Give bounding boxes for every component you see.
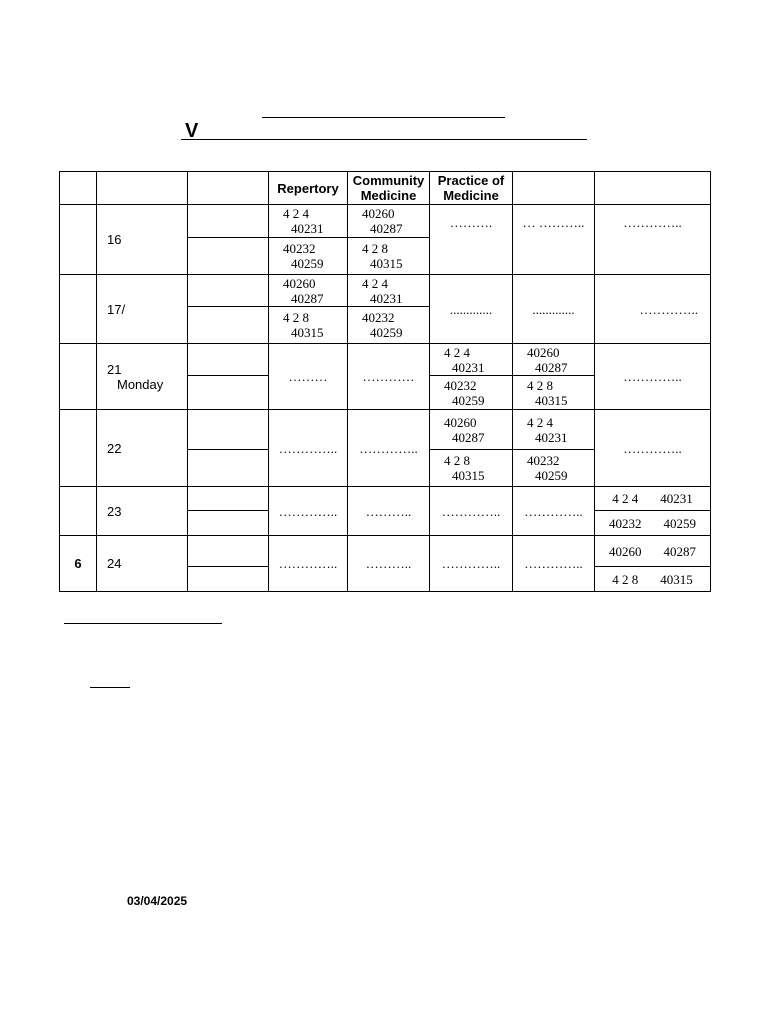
code-line: 4 2 8 <box>283 310 309 325</box>
code-value: 40260 <box>609 543 642 559</box>
code-line: 40260 <box>444 414 477 430</box>
col6-placeholder: … ……….. <box>513 205 595 275</box>
row-serial <box>60 410 97 487</box>
practice-placeholder: ………….. <box>430 487 513 536</box>
row-serial <box>60 344 97 410</box>
repertory-placeholder: ……… <box>269 344 348 410</box>
practice-codes-b <box>430 376 513 410</box>
session-cell <box>188 511 269 536</box>
code-value: 40259 <box>663 515 696 531</box>
community-codes-b <box>348 238 430 275</box>
col-header-repertory: Repertory <box>269 172 348 205</box>
code-line: 4 2 4 <box>527 414 553 430</box>
col-header-7 <box>595 172 711 205</box>
session-cell <box>188 275 269 307</box>
code-line: 40315 <box>452 468 485 483</box>
col-header-session <box>188 172 269 205</box>
code-line: 40232 <box>283 241 316 256</box>
session-cell <box>188 344 269 376</box>
col-header-day <box>97 172 188 205</box>
row-date <box>97 275 188 344</box>
col-header-6 <box>513 172 595 205</box>
code-line: 40259 <box>370 325 403 340</box>
col7-codes-a <box>595 536 711 567</box>
repertory-codes-a <box>269 275 348 307</box>
practice-codes-a <box>430 410 513 450</box>
session-cell <box>188 307 269 344</box>
practice-placeholder: ………….. <box>430 536 513 592</box>
col6-codes-a <box>513 344 595 376</box>
code-value: 4 2 4 <box>612 491 639 506</box>
col7-codes-a <box>595 487 711 511</box>
session-cell <box>188 487 269 511</box>
community-placeholder: ……….. <box>348 536 430 592</box>
session-cell <box>188 205 269 238</box>
code-line: 40232 <box>362 310 395 325</box>
repertory-placeholder: ………….. <box>269 536 348 592</box>
row-date <box>97 487 188 536</box>
col6-codes-a <box>513 410 595 450</box>
code-line: 40231 <box>452 359 485 375</box>
code-value: 40232 <box>609 515 642 531</box>
row-date-label: 24 <box>107 556 122 571</box>
repertory-placeholder: ………….. <box>269 410 348 487</box>
code-line: 40287 <box>535 359 568 375</box>
code-value: 40287 <box>663 543 696 559</box>
row-date-label: 16 <box>107 232 122 247</box>
row-weekday-label: Monday <box>117 376 164 392</box>
row-date <box>97 344 188 410</box>
col-header-sno <box>60 172 97 205</box>
table-row <box>60 205 711 238</box>
col-header-community-medicine: Community Medicine <box>348 172 430 205</box>
code-line: 40232 <box>444 377 477 393</box>
table-row <box>60 536 711 567</box>
code-value: 4 2 8 <box>612 571 639 587</box>
code-line: 40260 <box>362 206 395 221</box>
practice-codes-b <box>430 450 513 487</box>
header-title-line <box>262 117 505 118</box>
community-codes-a <box>348 205 430 238</box>
code-line: 40231 <box>535 429 568 445</box>
code-line: 40287 <box>452 429 485 445</box>
code-value: 40231 <box>660 491 693 506</box>
row-date-label: 21 <box>107 361 122 377</box>
col7-placeholder: ………….. <box>595 344 711 410</box>
code-line: 40231 <box>291 221 324 236</box>
footer-date: 03/04/2025 <box>127 894 188 908</box>
short-rule <box>90 687 130 688</box>
row-date-label: 17/ <box>107 301 126 317</box>
table-row <box>60 487 711 511</box>
code-line: 4 2 8 <box>527 377 553 393</box>
col6-placeholder: ………….. <box>513 487 595 536</box>
community-placeholder: ………….. <box>348 410 430 487</box>
community-placeholder: ……….. <box>348 487 430 536</box>
practice-codes-a <box>430 344 513 376</box>
practice-placeholder: ………. <box>430 205 513 275</box>
col7-placeholder: ………….. <box>595 205 711 275</box>
row-serial: 6 <box>60 536 97 592</box>
repertory-placeholder: ………….. <box>269 487 348 536</box>
row-date <box>97 205 188 275</box>
code-line: 40260 <box>283 275 316 291</box>
code-line: 40260 <box>527 344 560 360</box>
repertory-codes-b <box>269 307 348 344</box>
exam-schedule-table <box>59 171 711 592</box>
code-line: 40232 <box>527 453 560 468</box>
community-codes-b <box>348 307 430 344</box>
practice-placeholder: ............. <box>430 275 513 344</box>
code-value: 40315 <box>660 571 693 587</box>
table-header-row <box>60 172 711 205</box>
code-line: 40231 <box>370 290 403 306</box>
row-serial <box>60 275 97 344</box>
col6-codes-b <box>513 450 595 487</box>
code-line: 40315 <box>535 392 568 408</box>
session-cell <box>188 410 269 450</box>
session-cell <box>188 238 269 275</box>
col6-codes-b <box>513 376 595 410</box>
session-cell <box>188 567 269 592</box>
table-row <box>60 275 711 307</box>
session-cell <box>188 450 269 487</box>
col-header-practice-of-medicine: Practice of Medicine <box>430 172 513 205</box>
code-line: 40315 <box>291 325 324 340</box>
code-line: 40259 <box>291 256 324 271</box>
row-date-label: 22 <box>107 440 122 456</box>
row-date <box>97 536 188 592</box>
col7-codes-b <box>595 567 711 592</box>
code-line: 40315 <box>370 256 403 271</box>
col6-placeholder: ………….. <box>513 536 595 592</box>
table-row <box>60 344 711 376</box>
row-date-label: 23 <box>107 503 122 519</box>
code-line: 40287 <box>291 290 324 306</box>
col7-codes-b <box>595 511 711 536</box>
code-line: 40259 <box>452 392 485 408</box>
session-cell <box>188 376 269 410</box>
session-cell <box>188 536 269 567</box>
code-line: 40287 <box>370 221 403 236</box>
row-serial <box>60 487 97 536</box>
col7-placeholder: ………….. <box>595 410 711 487</box>
code-line: 40259 <box>535 468 568 483</box>
col6-placeholder: ............. <box>513 275 595 344</box>
row-date <box>97 410 188 487</box>
header-subtitle-letter: V <box>185 120 199 142</box>
community-codes-a <box>348 275 430 307</box>
community-placeholder: ………… <box>348 344 430 410</box>
code-line: 4 2 4 <box>444 344 470 360</box>
row-serial <box>60 205 97 275</box>
signature-line <box>64 623 222 624</box>
code-line: 4 2 4 <box>362 275 388 291</box>
repertory-codes-a <box>269 205 348 238</box>
repertory-codes-b <box>269 238 348 275</box>
code-line: 4 2 4 <box>283 206 309 221</box>
header-subtitle-line <box>181 139 587 140</box>
code-line: 4 2 8 <box>362 241 388 256</box>
col7-placeholder: ………….. <box>595 275 711 344</box>
code-line: 4 2 8 <box>444 453 470 468</box>
table-row <box>60 410 711 450</box>
